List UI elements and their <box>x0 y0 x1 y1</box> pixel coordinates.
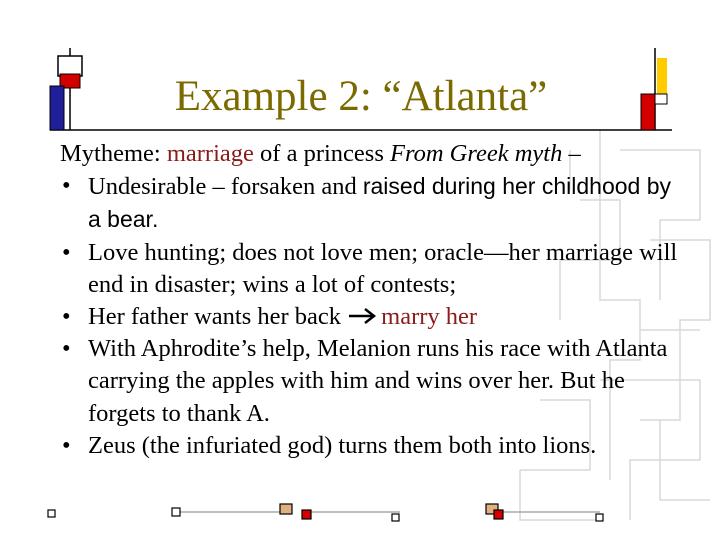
bullet-item <box>60 301 680 333</box>
bullet-text: Zeus (the infuriated god) turns them both into lions. <box>88 431 597 459</box>
deco-yellow-bar <box>657 58 667 98</box>
mytheme-rest: of a princess <box>253 140 390 167</box>
bullet-text: Love hunting; does not love men; oracle—her marriage will end in disaster; wins a lot of contests; <box>88 238 678 298</box>
mytheme-label: Mytheme: <box>60 140 167 167</box>
bullet-text: With Aphrodite’s help, Melanion runs his race with Atlanta carrying the apples with him and wins over her. But he forgets to thank A. <box>88 335 668 427</box>
mytheme-keyword: marriage <box>166 140 254 167</box>
bullet-text-sans: raised during her childhood by a bear. <box>88 173 672 233</box>
bullet-item <box>60 170 680 236</box>
right-arrow-icon <box>347 306 381 326</box>
bullet-item <box>60 333 680 430</box>
mytheme-line <box>60 138 680 170</box>
slide-body <box>60 138 680 462</box>
slide-title: Example 2: “Atlanta” <box>174 72 548 120</box>
bullet-text: Her father wants her back <box>88 303 348 331</box>
mytheme-source: From Greek myth – <box>389 140 581 167</box>
deco-white-square-right <box>655 94 667 104</box>
bullet-item <box>60 237 680 301</box>
bullet-text: Undesirable – forsaken and <box>88 173 363 201</box>
bullet-item <box>60 430 680 462</box>
deco-blue-bar <box>50 86 64 130</box>
bullet-list <box>60 170 680 462</box>
bullet-highlight: marry her <box>381 303 478 331</box>
